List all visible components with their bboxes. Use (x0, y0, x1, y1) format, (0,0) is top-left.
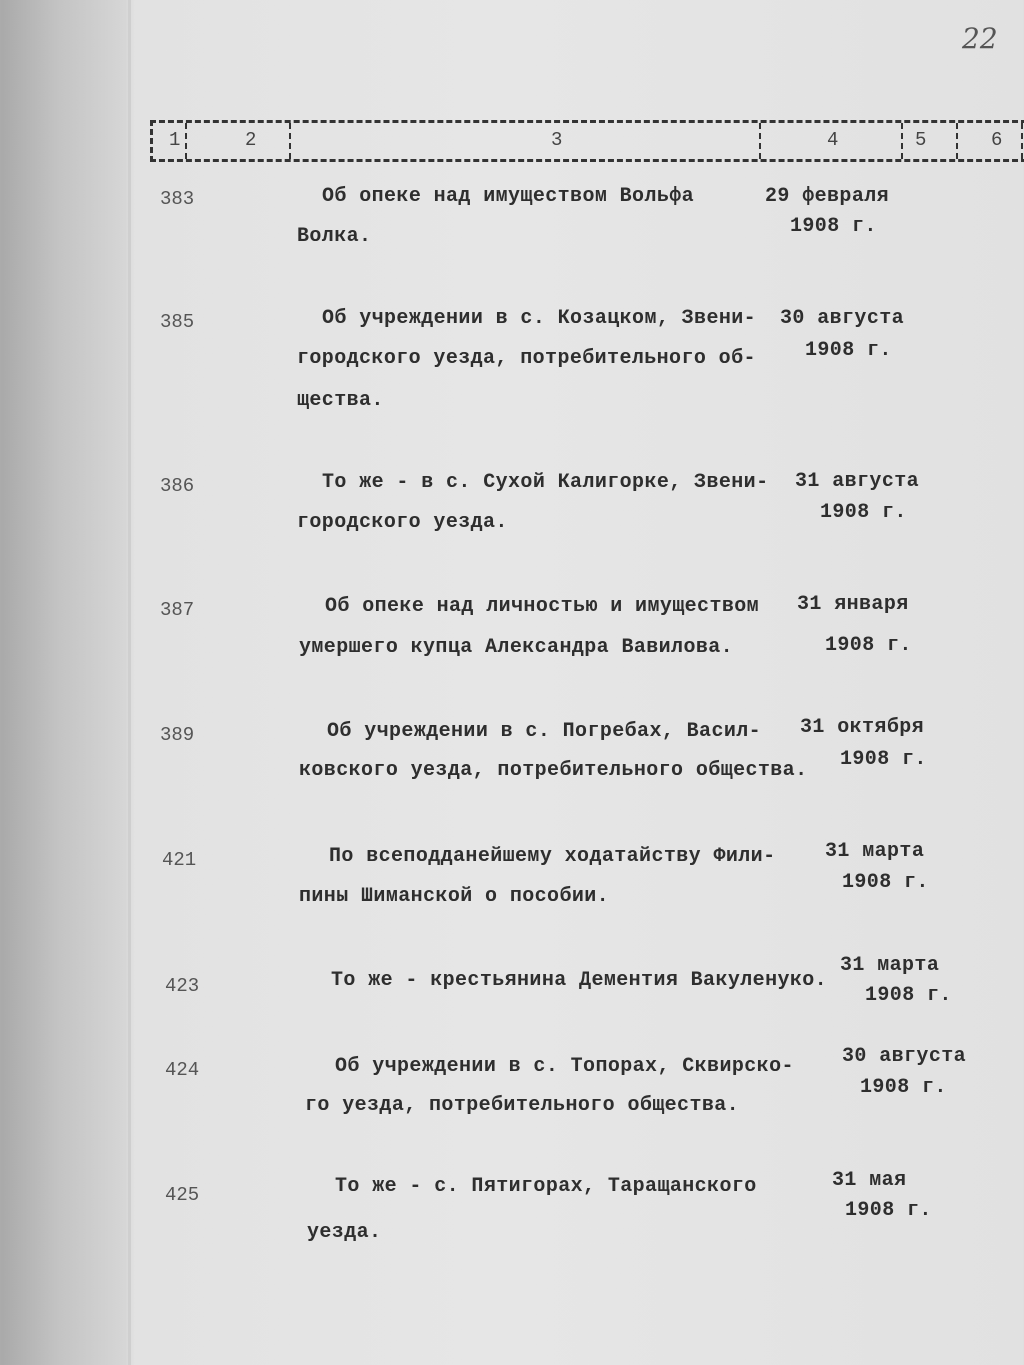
entry-date: 31 марта (840, 954, 940, 977)
entry-text: Об опеке над имуществом Вольфа (322, 185, 695, 208)
entry-year: 1908 г. (840, 748, 927, 771)
entry-text: ковского уезда, потребительного общества. (299, 759, 808, 782)
page-number: 22 (962, 22, 998, 55)
entry-text: Об опеке над личностью и имуществом (325, 595, 760, 618)
entry-year: 1908 г. (865, 984, 952, 1007)
entry-number: 389 (160, 724, 195, 746)
entry-text: городского уезда, потребительного об- (297, 347, 756, 370)
header-col-3: 3 (551, 129, 563, 151)
header-col-6: 6 (991, 129, 1003, 151)
entry-date: 31 августа (795, 470, 920, 493)
entry-year: 1908 г. (790, 215, 877, 238)
entry-text: Об учреждении в с. Козацком, Звени- (322, 307, 757, 330)
entry-year: 1908 г. (842, 871, 929, 894)
entry-year: 1908 г. (825, 634, 912, 657)
entry-text: То же - крестьянина Дементия Вакуленуко. (331, 969, 828, 992)
entry-number: 425 (165, 1184, 200, 1206)
header-col-5: 5 (915, 129, 927, 151)
entry-text: умершего купца Александра Вавилова. (299, 636, 734, 659)
entry-text: городского уезда. (297, 511, 508, 534)
entry-date: 30 августа (842, 1045, 967, 1068)
entry-number: 421 (162, 849, 197, 871)
entry-year: 1908 г. (805, 339, 892, 362)
entry-number: 387 (160, 599, 195, 621)
page-edge (128, 0, 131, 1365)
entry-text: Волка. (297, 225, 372, 248)
entry-text: Об учреждении в с. Топорах, Сквирско- (335, 1055, 794, 1078)
header-col-2: 2 (245, 129, 257, 151)
header-col-4: 4 (827, 129, 839, 151)
entry-date: 31 мая (832, 1169, 907, 1192)
entry-date: 29 февраля (765, 185, 890, 208)
entry-year: 1908 г. (820, 501, 907, 524)
entry-date: 30 августа (780, 307, 905, 330)
entry-date: 31 января (797, 593, 909, 616)
entry-text: Об учреждении в с. Погребах, Васил- (327, 720, 762, 743)
table-header (150, 120, 1024, 162)
entry-text: По всеподданейшему ходатайству Фили- (329, 845, 776, 868)
entry-text: То же - с. Пятигорах, Таращанского (335, 1175, 757, 1198)
entry-number: 385 (160, 311, 195, 333)
entry-number: 424 (165, 1059, 200, 1081)
entry-date: 31 октября (800, 716, 925, 739)
entry-number: 423 (165, 975, 200, 997)
entry-text: уезда. (307, 1221, 382, 1244)
header-col-1: 1 (169, 129, 181, 151)
entry-text: го уезда, потребительного общества. (305, 1094, 740, 1117)
entry-year: 1908 г. (860, 1076, 947, 1099)
entry-number: 383 (160, 188, 195, 210)
entry-date: 31 марта (825, 840, 925, 863)
entry-number: 386 (160, 475, 195, 497)
entry-text: щества. (297, 389, 384, 412)
entry-text: пины Шиманской о пособии. (299, 885, 610, 908)
entry-year: 1908 г. (845, 1199, 932, 1222)
entry-text: То же - в с. Сухой Калигорке, Звени- (322, 471, 769, 494)
